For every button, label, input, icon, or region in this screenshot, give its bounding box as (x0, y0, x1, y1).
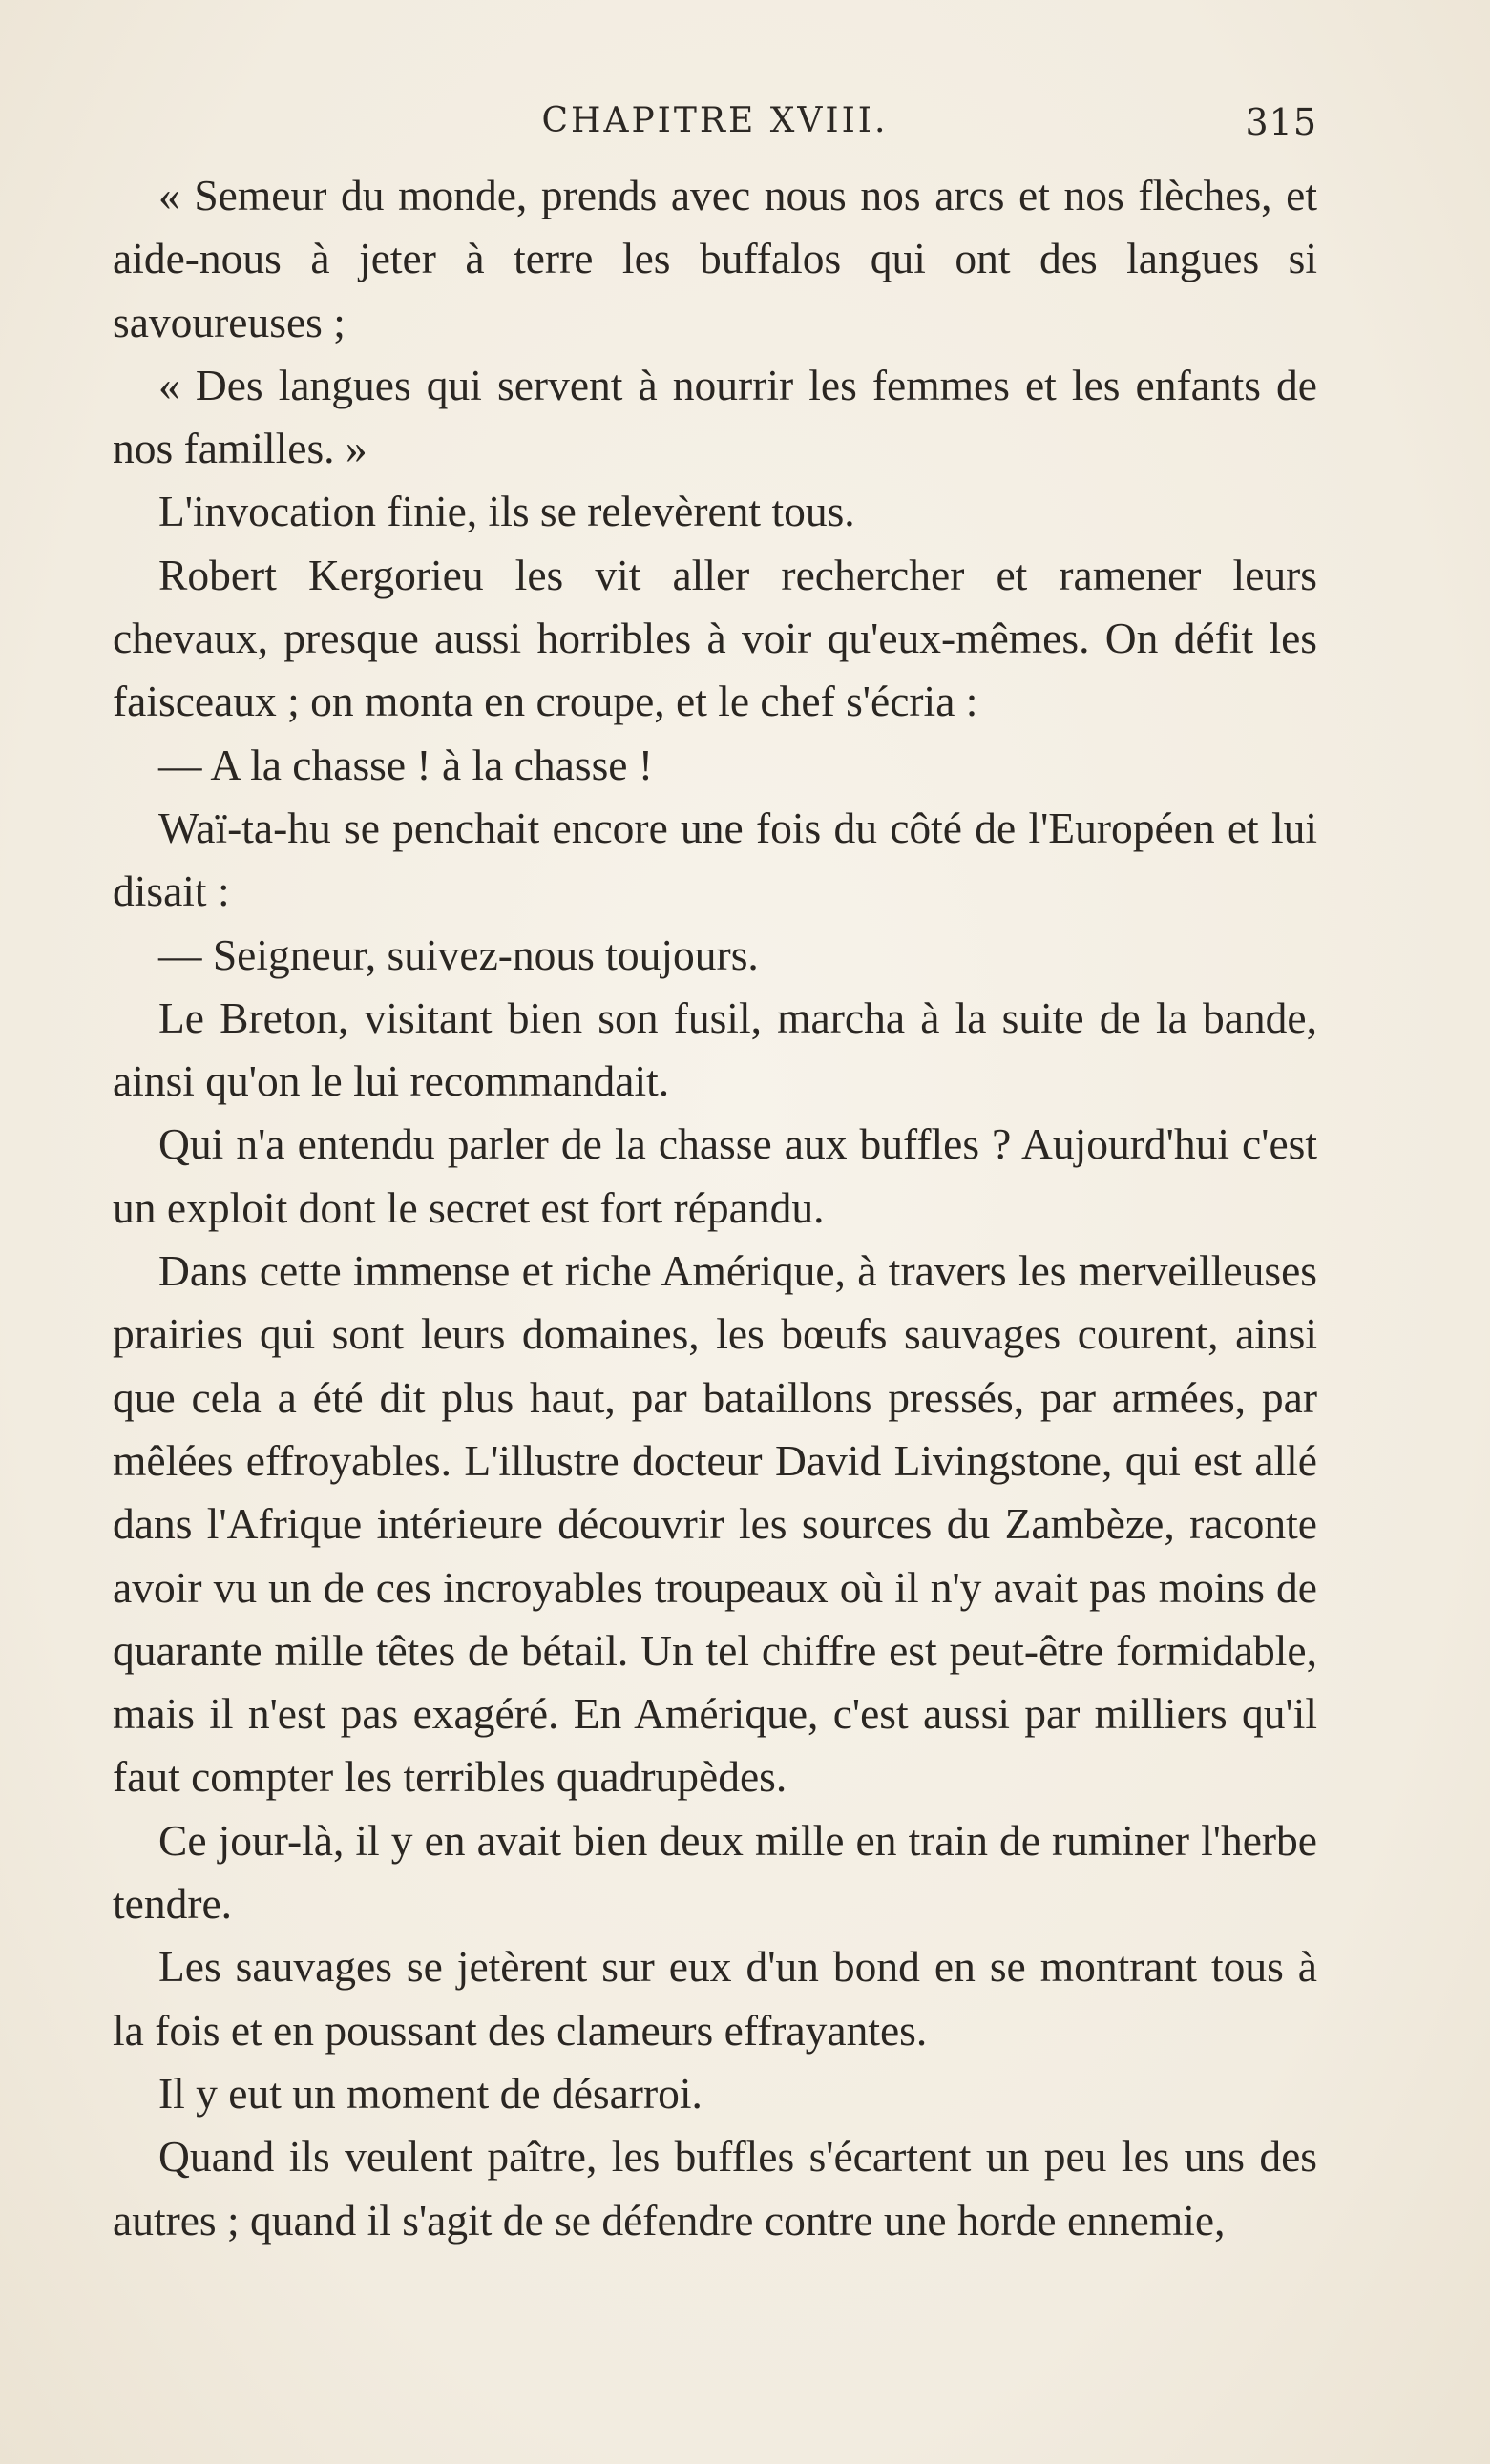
paragraph: Qui n'a entendu parler de la chasse aux buffles ? Aujourd'hui c'est un exploit dont le secret est fort répandu. (113, 1119, 1317, 1232)
paragraph: Le Breton, visitant bien son fusil, marcha à la suite de la bande, ainsi qu'on le lui recommandait. (113, 992, 1317, 1106)
paragraph: — A la chasse ! à la chasse ! (158, 740, 654, 789)
paragraph: Quand ils veulent paître, les buffles s'écartent un peu les uns des autres ; quand il s'agit de se défendre contre une horde ennemie, (113, 2132, 1317, 2245)
paragraph: « Semeur du monde, prends avec nous nos arcs et nos flèches, et aide-nous à jeter à terre les buffalos qui ont des langues si savoureuses ; (113, 171, 1317, 346)
paragraph: Waï-ta-hu se penchait encore une fois du côté de l'Européen et lui disait : (113, 803, 1317, 916)
paragraph: Il y eut un moment de désarroi. (158, 2068, 703, 2118)
paragraph: Dans cette immense et riche Amérique, à travers les merveilleuses prairies qui sont leurs domaines, les bœufs sauvages courent, ainsi que cela a été dit plus haut, par bataillons pressés, par armées, par mêlées effroyables. L'illustre docteur David Livingstone, qui est allé dans l'Afrique intérieure découvrir les sources du Zambèze, raconte avoir vu un de ces incroyables troupeaux où il n'y avait pas moins de quarante mille têtes de bétail. Un tel chiffre est peut-être formidable, mais il n'est pas exagéré. En Amérique, c'est aussi par milliers qu'il faut compter les terribles quadrupèdes. (113, 1246, 1317, 1802)
paragraph: L'invocation finie, ils se relevèrent tous. (158, 487, 855, 536)
body-text (113, 164, 1317, 2252)
paragraph: Robert Kergorieu les vit aller rechercher et ramener leurs chevaux, presque aussi horribles à voir qu'eux-mêmes. On défit les faisceaux ; on monta en croupe, et le chef s'écria : (113, 550, 1317, 726)
paragraph: « Des langues qui servent à nourrir les femmes et les enfants de nos familles. » (113, 360, 1317, 473)
page-number: 315 (1245, 101, 1317, 143)
page-header (113, 95, 1317, 153)
running-head: CHAPITRE XVIII. (541, 101, 889, 140)
paragraph: Les sauvages se jetèrent sur eux d'un bond en se montrant tous à la fois et en poussant des clameurs effrayantes. (113, 1942, 1317, 2055)
paragraph: — Seigneur, suivez-nous toujours. (158, 929, 759, 979)
paragraph: Ce jour-là, il y en avait bien deux mille en train de ruminer l'herbe tendre. (113, 1815, 1317, 1929)
